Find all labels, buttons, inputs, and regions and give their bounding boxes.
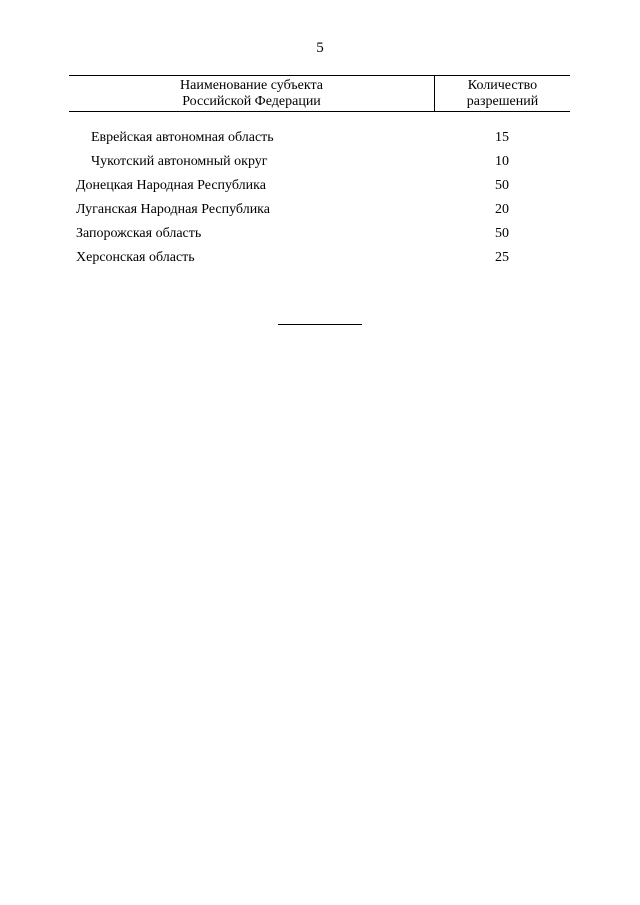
row-subject-name: Запорожская область [76, 226, 202, 241]
row-permit-count: 10 [495, 154, 509, 169]
row-subject-name: Луганская Народная Республика [76, 202, 270, 217]
row-permit-count: 50 [495, 178, 509, 193]
end-of-document-rule [278, 324, 362, 325]
header-subject-name-line1: Наименование субъекта [180, 77, 323, 93]
table-row [69, 222, 570, 246]
row-permit-count: 20 [495, 202, 509, 217]
row-permit-count: 50 [495, 226, 509, 241]
header-subject-name [69, 76, 435, 111]
header-permit-count-line1: Количество [467, 77, 538, 93]
table-body [69, 126, 570, 270]
row-subject-name: Чукотский автономный округ [91, 154, 268, 169]
header-subject-name-line2: Российской Федерации [182, 93, 321, 109]
row-permit-count: 15 [495, 130, 509, 145]
permits-table [69, 75, 570, 270]
row-subject-name: Донецкая Народная Республика [76, 178, 266, 193]
table-row [69, 174, 570, 198]
page-number: 5 [316, 40, 324, 56]
row-subject-name: Еврейская автономная область [91, 130, 274, 145]
table-row [69, 150, 570, 174]
table-row [69, 246, 570, 270]
row-subject-name: Херсонская область [76, 250, 195, 265]
table-row [69, 198, 570, 222]
row-permit-count: 25 [495, 250, 509, 265]
table-header [69, 75, 570, 112]
table-row [69, 126, 570, 150]
header-permit-count-line2: разрешений [466, 93, 539, 109]
header-permit-count [435, 76, 570, 111]
